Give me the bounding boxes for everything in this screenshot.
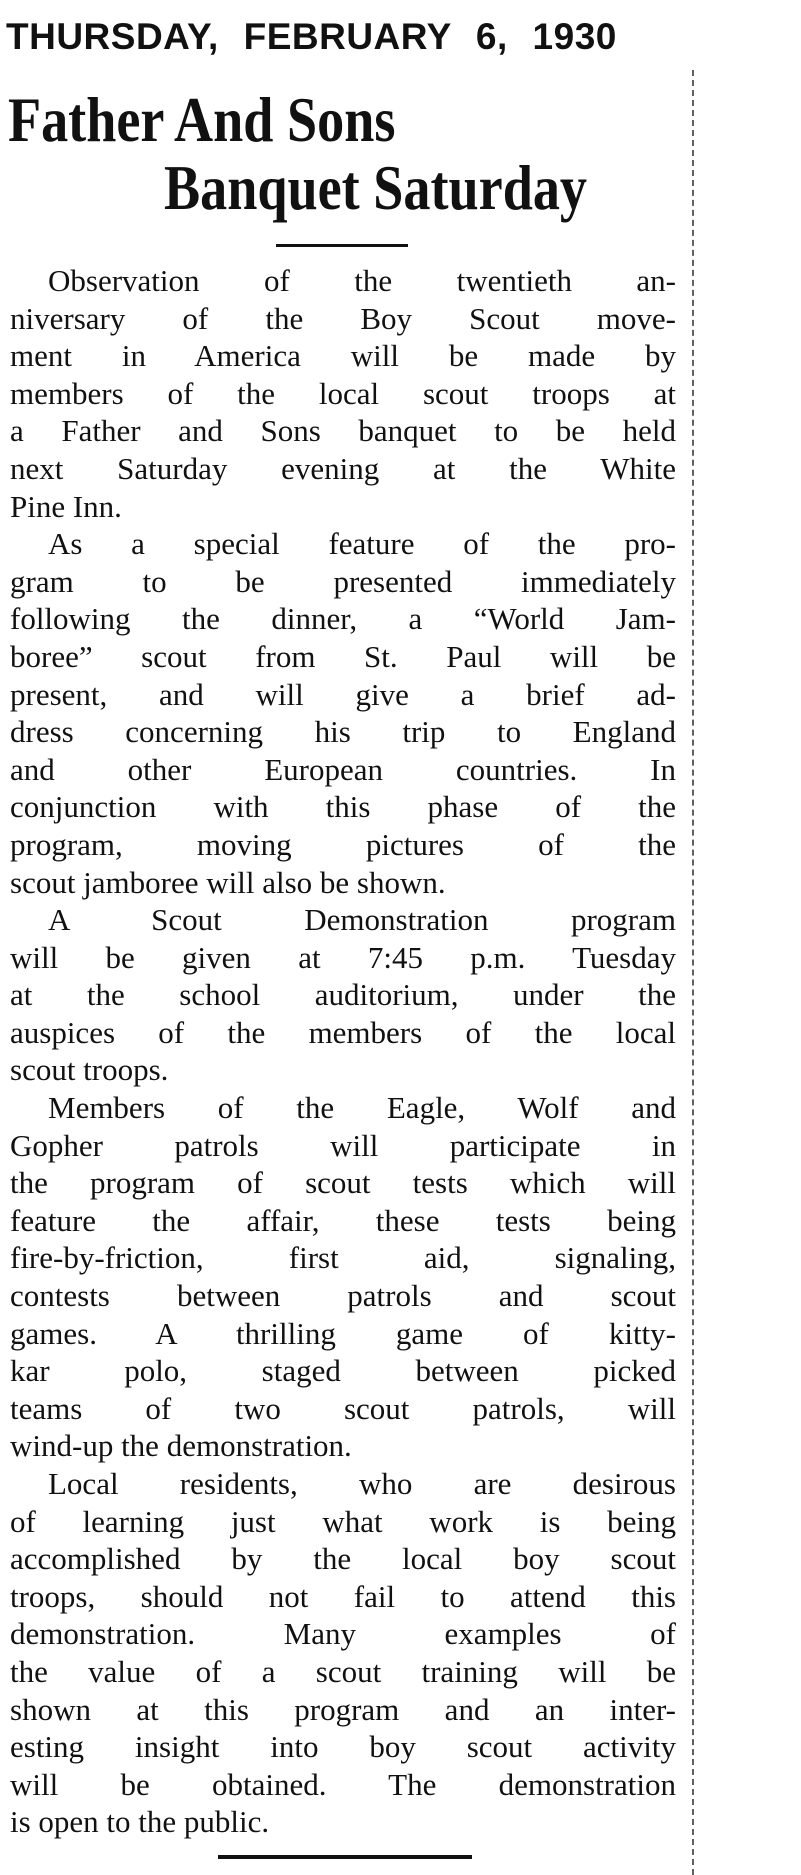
- headline-rule: [276, 244, 408, 247]
- text-line: wind-up the demonstration.: [10, 1428, 352, 1464]
- text-line: ment in America will be made by: [10, 338, 676, 374]
- text-line: accomplished by the local boy scout: [10, 1541, 676, 1577]
- text-line: Pine Inn.: [10, 488, 122, 524]
- text-line: demonstration. Many examples of: [10, 1616, 676, 1652]
- article-body: [10, 262, 676, 1841]
- text-line: kar polo, staged between picked: [10, 1353, 676, 1389]
- paragraph-2: [10, 525, 676, 901]
- text-line: next Saturday evening at the White: [10, 450, 676, 486]
- text-line: auspices of the members of the local: [10, 1014, 676, 1050]
- text-line: Gopher patrols will participate in: [10, 1127, 676, 1163]
- end-rule: [218, 1855, 472, 1859]
- text-line: Observation of the twentieth an-: [48, 263, 676, 298]
- text-line: dress concerning his trip to England: [10, 714, 676, 750]
- text-line: niversary of the Boy Scout move-: [10, 300, 676, 336]
- text-line: of learning just what work is being: [10, 1503, 676, 1539]
- text-line: games. A thrilling game of kitty-: [10, 1315, 676, 1351]
- text-line: a Father and Sons banquet to be held: [10, 413, 676, 449]
- text-line: is open to the public.: [10, 1804, 270, 1840]
- text-line: boree” scout from St. Paul will be: [10, 638, 676, 674]
- text-line: present, and will give a brief ad-: [10, 676, 676, 712]
- headline-line-1: Father And Sons: [8, 85, 396, 155]
- paragraph-1: [10, 262, 676, 525]
- headline-line-2: Banquet Saturday: [164, 153, 588, 223]
- paragraph-4: [10, 1089, 676, 1465]
- text-line: the value of a scout training will be: [10, 1653, 676, 1689]
- paragraph-5: [10, 1465, 676, 1841]
- text-line: As a special feature of the pro-: [48, 526, 676, 562]
- text-line: conjunction with this phase of the: [10, 789, 676, 825]
- text-line: and other European countries. In: [10, 751, 676, 787]
- dateline: THURSDAY, FEBRUARY 6, 1930: [6, 16, 617, 57]
- text-line: scout troops.: [10, 1052, 169, 1088]
- text-line: Members of the Eagle, Wolf and: [48, 1090, 676, 1126]
- text-line: will be obtained. The demonstration: [10, 1766, 676, 1802]
- text-line: contests between patrols and scout: [10, 1278, 676, 1314]
- text-line: gram to be presented immediately: [10, 563, 676, 599]
- text-line: program, moving pictures of the: [10, 826, 676, 862]
- text-line: esting insight into boy scout activity: [10, 1729, 676, 1765]
- paragraph-3: [10, 901, 676, 1089]
- text-line: at the school auditorium, under the: [10, 977, 676, 1013]
- text-line: fire-by-friction, first aid, signaling,: [10, 1240, 676, 1276]
- text-line: will be given at 7:45 p.m. Tuesday: [10, 939, 676, 975]
- text-line: shown at this program and an inter-: [10, 1691, 676, 1727]
- column-rule: [692, 70, 694, 1875]
- text-line: members of the local scout troops at: [10, 375, 676, 411]
- text-line: following the dinner, a “World Jam-: [10, 601, 676, 637]
- text-line: Local residents, who are desirous: [48, 1466, 676, 1501]
- text-line: A Scout Demonstration program: [48, 902, 676, 938]
- text-line: teams of two scout patrols, will: [10, 1390, 676, 1426]
- text-line: feature the affair, these tests being: [10, 1202, 676, 1238]
- text-line: scout jamboree will also be shown.: [10, 864, 446, 900]
- text-line: troops, should not fail to attend this: [10, 1578, 676, 1614]
- text-line: the program of scout tests which will: [10, 1165, 676, 1201]
